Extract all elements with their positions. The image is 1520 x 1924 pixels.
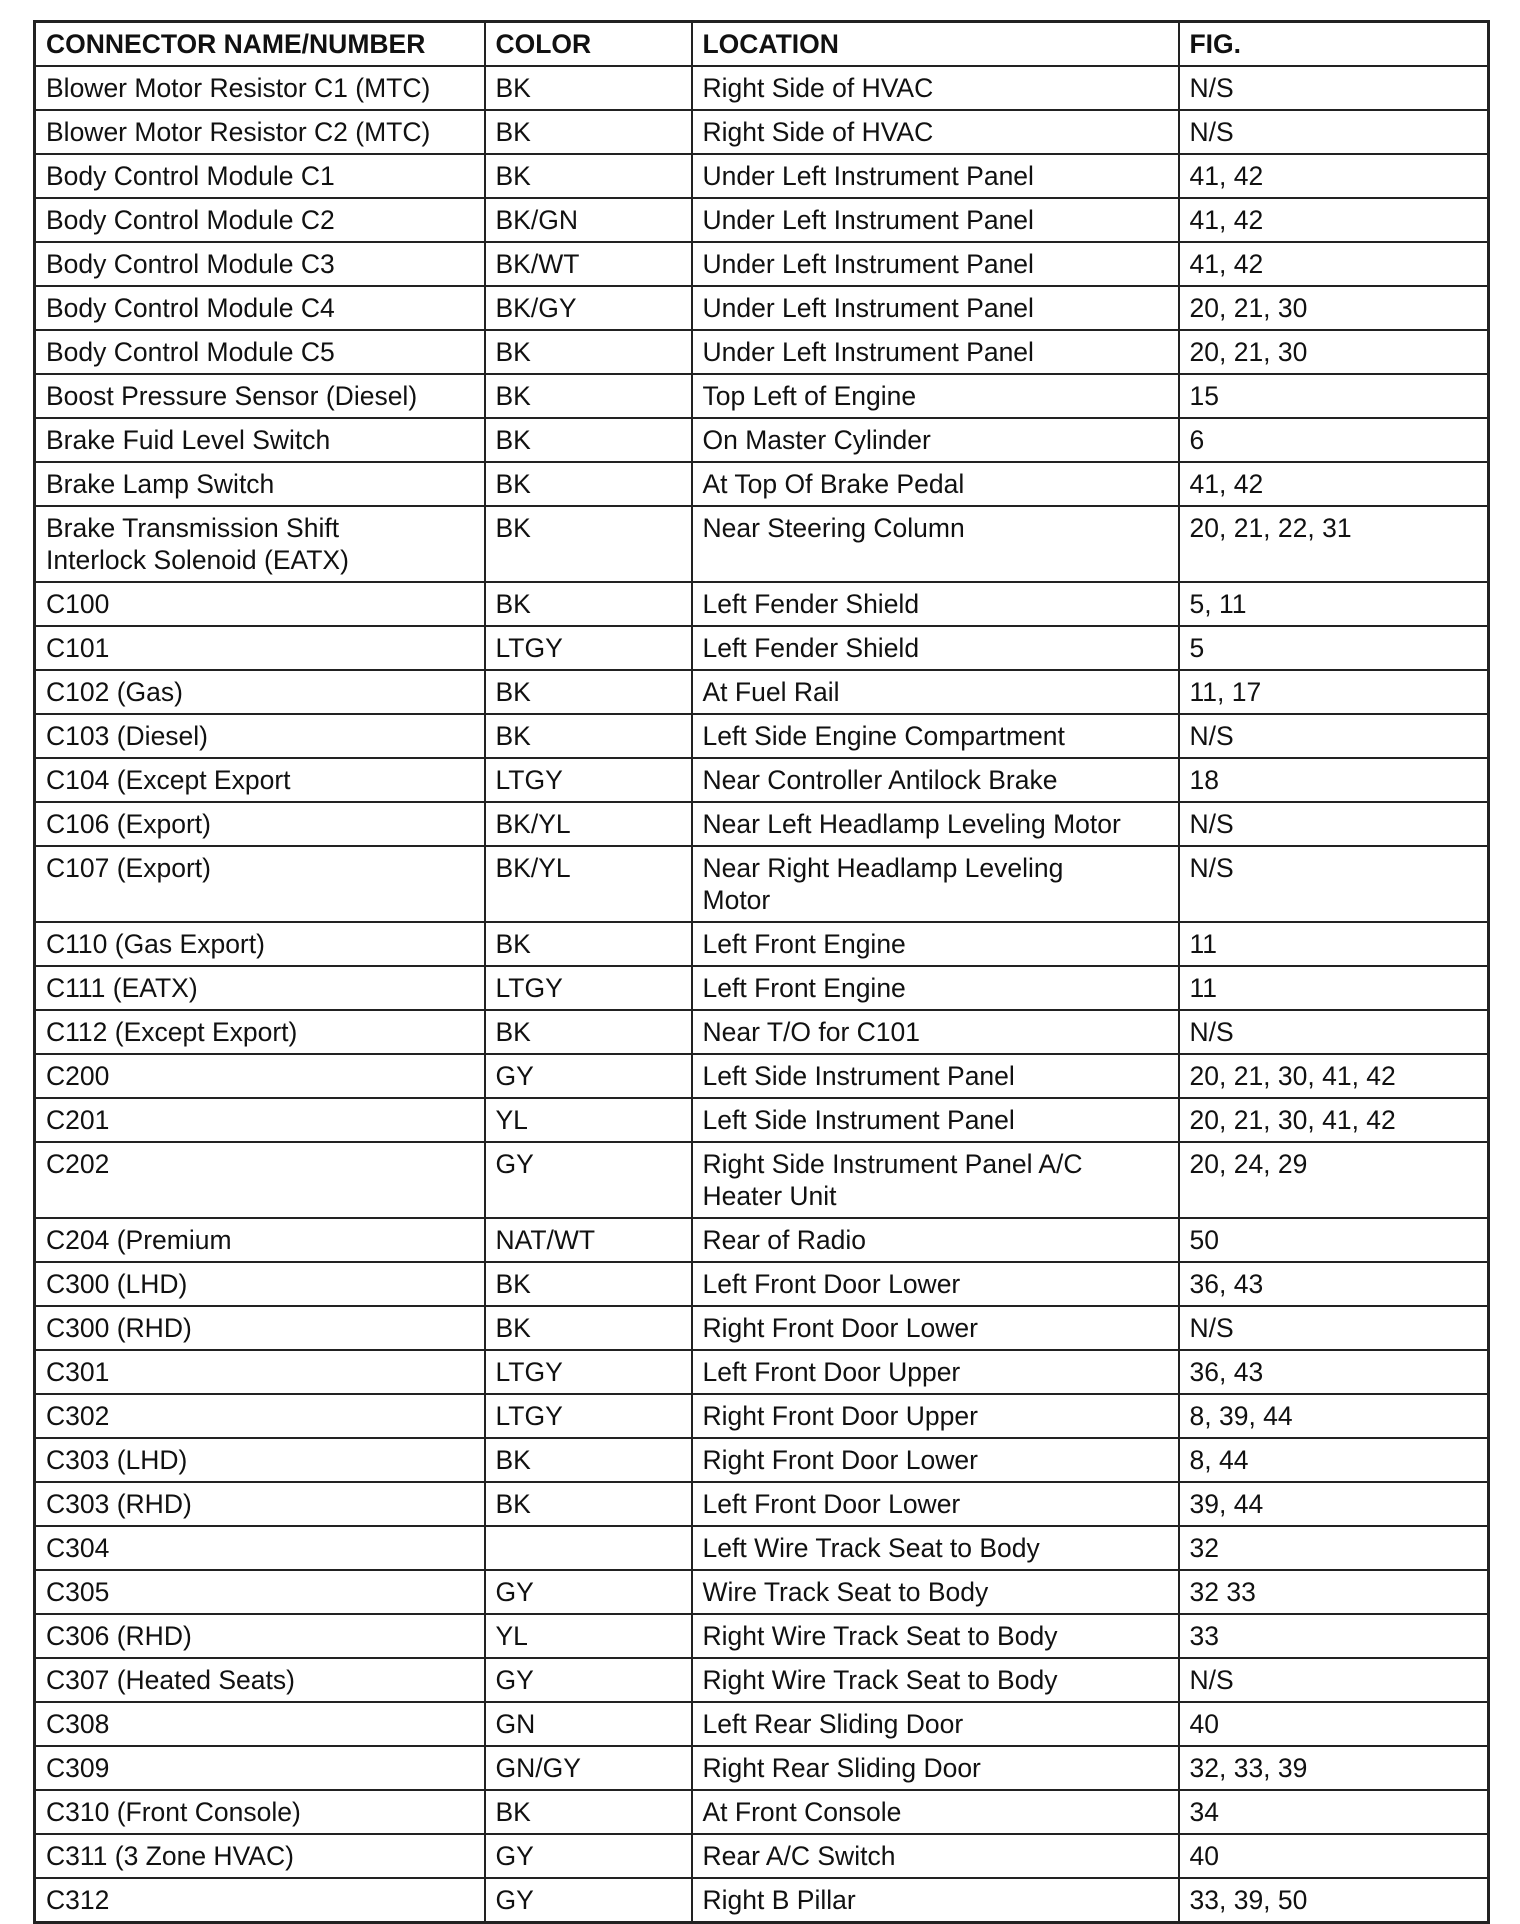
location-cell: At Top Of Brake Pedal (692, 462, 1179, 506)
table-row (35, 1702, 1489, 1746)
fig-cell: 20, 21, 30 (1179, 286, 1489, 330)
table-row (35, 1526, 1489, 1570)
table-row (35, 922, 1489, 966)
header-fig: FIG. (1179, 22, 1489, 67)
connector-name-cell: C304 (35, 1526, 485, 1570)
connector-name-cell: C307 (Heated Seats) (35, 1658, 485, 1702)
fig-cell: 20, 24, 29 (1179, 1142, 1489, 1218)
location-cell: Under Left Instrument Panel (692, 198, 1179, 242)
fig-cell: 5, 11 (1179, 582, 1489, 626)
color-cell: BK (485, 1262, 692, 1306)
header-color: COLOR (485, 22, 692, 67)
connector-name-cell: C102 (Gas) (35, 670, 485, 714)
color-cell: GN (485, 1702, 692, 1746)
color-cell: BK (485, 462, 692, 506)
location-cell: Under Left Instrument Panel (692, 330, 1179, 374)
color-cell: GY (485, 1834, 692, 1878)
fig-cell: N/S (1179, 846, 1489, 922)
table-row (35, 1306, 1489, 1350)
table-row (35, 374, 1489, 418)
fig-cell: 33, 39, 50 (1179, 1878, 1489, 1923)
table-row (35, 802, 1489, 846)
fig-cell: 41, 42 (1179, 198, 1489, 242)
fig-cell: 36, 43 (1179, 1350, 1489, 1394)
table-row (35, 1010, 1489, 1054)
table-header (35, 22, 1489, 67)
table-body (35, 66, 1489, 1923)
connector-name-cell: C301 (35, 1350, 485, 1394)
fig-cell: 20, 21, 22, 31 (1179, 506, 1489, 582)
table-row (35, 154, 1489, 198)
table-row (35, 846, 1489, 922)
table-row (35, 330, 1489, 374)
color-cell: BK (485, 922, 692, 966)
fig-cell: 41, 42 (1179, 242, 1489, 286)
table-row (35, 110, 1489, 154)
location-cell: Near Controller Antilock Brake (692, 758, 1179, 802)
fig-cell: 15 (1179, 374, 1489, 418)
table-row (35, 1262, 1489, 1306)
location-cell: Left Rear Sliding Door (692, 1702, 1179, 1746)
connector-name-cell: Body Control Module C3 (35, 242, 485, 286)
fig-cell: 32 (1179, 1526, 1489, 1570)
table-row (35, 966, 1489, 1010)
fig-cell: 20, 21, 30 (1179, 330, 1489, 374)
color-cell: BK (485, 1010, 692, 1054)
connector-name-cell: C112 (Except Export) (35, 1010, 485, 1054)
connector-name-cell: C200 (35, 1054, 485, 1098)
location-cell: Under Left Instrument Panel (692, 242, 1179, 286)
location-cell: Left Front Door Upper (692, 1350, 1179, 1394)
fig-cell: 6 (1179, 418, 1489, 462)
location-cell: Left Fender Shield (692, 582, 1179, 626)
color-cell: BK (485, 1438, 692, 1482)
connector-name-cell: C104 (Except Export (35, 758, 485, 802)
connector-name-cell: C305 (35, 1570, 485, 1614)
location-cell: Near Steering Column (692, 506, 1179, 582)
fig-cell: N/S (1179, 802, 1489, 846)
location-cell: Left Front Door Lower (692, 1482, 1179, 1526)
fig-cell: 8, 39, 44 (1179, 1394, 1489, 1438)
location-cell: Left Side Engine Compartment (692, 714, 1179, 758)
location-cell: At Fuel Rail (692, 670, 1179, 714)
table-row (35, 1394, 1489, 1438)
table-row (35, 1438, 1489, 1482)
location-cell: Rear A/C Switch (692, 1834, 1179, 1878)
location-cell: Right Front Door Lower (692, 1438, 1179, 1482)
fig-cell: 8, 44 (1179, 1438, 1489, 1482)
color-cell (485, 1526, 692, 1570)
connector-name-cell: C300 (RHD) (35, 1306, 485, 1350)
header-row (35, 22, 1489, 67)
table-row (35, 1218, 1489, 1262)
table-row (35, 1658, 1489, 1702)
color-cell: LTGY (485, 966, 692, 1010)
connector-name-cell: Boost Pressure Sensor (Diesel) (35, 374, 485, 418)
table-row (35, 714, 1489, 758)
location-cell: Left Side Instrument Panel (692, 1098, 1179, 1142)
color-cell: BK/YL (485, 846, 692, 922)
fig-cell: 20, 21, 30, 41, 42 (1179, 1054, 1489, 1098)
connector-name-cell: C306 (RHD) (35, 1614, 485, 1658)
color-cell: BK (485, 110, 692, 154)
color-cell: BK (485, 374, 692, 418)
fig-cell: N/S (1179, 110, 1489, 154)
location-cell: Right Front Door Lower (692, 1306, 1179, 1350)
table-row (35, 506, 1489, 582)
fig-cell: 33 (1179, 1614, 1489, 1658)
connector-name-cell: Body Control Module C5 (35, 330, 485, 374)
table-row (35, 1834, 1489, 1878)
location-cell: Under Left Instrument Panel (692, 286, 1179, 330)
fig-cell: 34 (1179, 1790, 1489, 1834)
table-row (35, 1054, 1489, 1098)
fig-cell: N/S (1179, 66, 1489, 110)
fig-cell: N/S (1179, 714, 1489, 758)
table-row (35, 758, 1489, 802)
fig-cell: 40 (1179, 1834, 1489, 1878)
table-row (35, 1570, 1489, 1614)
connector-name-cell: C303 (RHD) (35, 1482, 485, 1526)
color-cell: BK (485, 670, 692, 714)
location-cell: Left Wire Track Seat to Body (692, 1526, 1179, 1570)
color-cell: LTGY (485, 1350, 692, 1394)
color-cell: BK (485, 330, 692, 374)
location-cell: Right Rear Sliding Door (692, 1746, 1179, 1790)
color-cell: GY (485, 1878, 692, 1923)
table-row (35, 626, 1489, 670)
table-row (35, 1482, 1489, 1526)
color-cell: GN/GY (485, 1746, 692, 1790)
fig-cell: 50 (1179, 1218, 1489, 1262)
location-cell: Right Side of HVAC (692, 110, 1179, 154)
table-row (35, 582, 1489, 626)
connector-name-cell: Body Control Module C1 (35, 154, 485, 198)
connector-name-cell: Blower Motor Resistor C1 (MTC) (35, 66, 485, 110)
location-cell: Left Side Instrument Panel (692, 1054, 1179, 1098)
connector-name-cell: C312 (35, 1878, 485, 1923)
table-row (35, 1614, 1489, 1658)
table-row (35, 198, 1489, 242)
location-cell: Near Right Headlamp Leveling Motor (692, 846, 1179, 922)
header-location: LOCATION (692, 22, 1179, 67)
location-cell: Left Front Door Lower (692, 1262, 1179, 1306)
table-row (35, 462, 1489, 506)
fig-cell: N/S (1179, 1658, 1489, 1702)
connector-name-cell: C300 (LHD) (35, 1262, 485, 1306)
color-cell: GY (485, 1142, 692, 1218)
connector-name-cell: C110 (Gas Export) (35, 922, 485, 966)
connector-name-cell: C106 (Export) (35, 802, 485, 846)
connector-name-cell: Brake Transmission Shift Interlock Solenoid (EATX) (35, 506, 485, 582)
fig-cell: 18 (1179, 758, 1489, 802)
connector-name-cell: C100 (35, 582, 485, 626)
color-cell: LTGY (485, 758, 692, 802)
connector-table-page (33, 20, 1487, 1924)
connector-table (33, 20, 1490, 1924)
fig-cell: 41, 42 (1179, 462, 1489, 506)
color-cell: LTGY (485, 626, 692, 670)
fig-cell: 39, 44 (1179, 1482, 1489, 1526)
color-cell: BK (485, 582, 692, 626)
color-cell: BK/GY (485, 286, 692, 330)
fig-cell: 36, 43 (1179, 1262, 1489, 1306)
fig-cell: 41, 42 (1179, 154, 1489, 198)
fig-cell: 32 33 (1179, 1570, 1489, 1614)
connector-name-cell: Blower Motor Resistor C2 (MTC) (35, 110, 485, 154)
color-cell: BK (485, 714, 692, 758)
color-cell: BK/YL (485, 802, 692, 846)
location-cell: Near Left Headlamp Leveling Motor (692, 802, 1179, 846)
fig-cell: 11 (1179, 922, 1489, 966)
color-cell: BK (485, 154, 692, 198)
connector-name-cell: Brake Fuid Level Switch (35, 418, 485, 462)
header-connector-name: CONNECTOR NAME/NUMBER (35, 22, 485, 67)
color-cell: BK (485, 1306, 692, 1350)
table-row (35, 1878, 1489, 1923)
fig-cell: 32, 33, 39 (1179, 1746, 1489, 1790)
color-cell: BK (485, 418, 692, 462)
color-cell: BK (485, 1790, 692, 1834)
connector-name-cell: C107 (Export) (35, 846, 485, 922)
table-row (35, 418, 1489, 462)
connector-name-cell: C111 (EATX) (35, 966, 485, 1010)
location-cell: Near T/O for C101 (692, 1010, 1179, 1054)
fig-cell: N/S (1179, 1306, 1489, 1350)
table-row (35, 1790, 1489, 1834)
table-row (35, 1098, 1489, 1142)
connector-name-cell: C303 (LHD) (35, 1438, 485, 1482)
location-cell: On Master Cylinder (692, 418, 1179, 462)
color-cell: BK (485, 506, 692, 582)
fig-cell: 40 (1179, 1702, 1489, 1746)
fig-cell: N/S (1179, 1010, 1489, 1054)
connector-name-cell: C201 (35, 1098, 485, 1142)
connector-name-cell: C311 (3 Zone HVAC) (35, 1834, 485, 1878)
table-row (35, 1746, 1489, 1790)
table-row (35, 1350, 1489, 1394)
connector-name-cell: C308 (35, 1702, 485, 1746)
location-cell: Right Side of HVAC (692, 66, 1179, 110)
location-cell: Left Front Engine (692, 966, 1179, 1010)
color-cell: GY (485, 1054, 692, 1098)
color-cell: GY (485, 1570, 692, 1614)
color-cell: BK (485, 1482, 692, 1526)
fig-cell: 20, 21, 30, 41, 42 (1179, 1098, 1489, 1142)
location-cell: Right Front Door Upper (692, 1394, 1179, 1438)
location-cell: Right Wire Track Seat to Body (692, 1658, 1179, 1702)
connector-name-cell: Body Control Module C2 (35, 198, 485, 242)
connector-name-cell: C101 (35, 626, 485, 670)
connector-name-cell: C103 (Diesel) (35, 714, 485, 758)
connector-name-cell: Brake Lamp Switch (35, 462, 485, 506)
location-cell: Top Left of Engine (692, 374, 1179, 418)
fig-cell: 5 (1179, 626, 1489, 670)
color-cell: YL (485, 1098, 692, 1142)
color-cell: BK/GN (485, 198, 692, 242)
connector-name-cell: C202 (35, 1142, 485, 1218)
color-cell: LTGY (485, 1394, 692, 1438)
location-cell: Left Front Engine (692, 922, 1179, 966)
color-cell: BK (485, 66, 692, 110)
color-cell: BK/WT (485, 242, 692, 286)
color-cell: YL (485, 1614, 692, 1658)
location-cell: Left Fender Shield (692, 626, 1179, 670)
location-cell: Right Side Instrument Panel A/C Heater Unit (692, 1142, 1179, 1218)
connector-name-cell: C309 (35, 1746, 485, 1790)
connector-name-cell: C204 (Premium (35, 1218, 485, 1262)
connector-name-cell: Body Control Module C4 (35, 286, 485, 330)
color-cell: GY (485, 1658, 692, 1702)
location-cell: Wire Track Seat to Body (692, 1570, 1179, 1614)
table-row (35, 1142, 1489, 1218)
location-cell: Right Wire Track Seat to Body (692, 1614, 1179, 1658)
fig-cell: 11, 17 (1179, 670, 1489, 714)
color-cell: NAT/WT (485, 1218, 692, 1262)
table-row (35, 242, 1489, 286)
fig-cell: 11 (1179, 966, 1489, 1010)
location-cell: Right B Pillar (692, 1878, 1179, 1923)
table-row (35, 670, 1489, 714)
location-cell: At Front Console (692, 1790, 1179, 1834)
connector-name-cell: C310 (Front Console) (35, 1790, 485, 1834)
location-cell: Rear of Radio (692, 1218, 1179, 1262)
location-cell: Under Left Instrument Panel (692, 154, 1179, 198)
connector-name-cell: C302 (35, 1394, 485, 1438)
table-row (35, 286, 1489, 330)
table-row (35, 66, 1489, 110)
